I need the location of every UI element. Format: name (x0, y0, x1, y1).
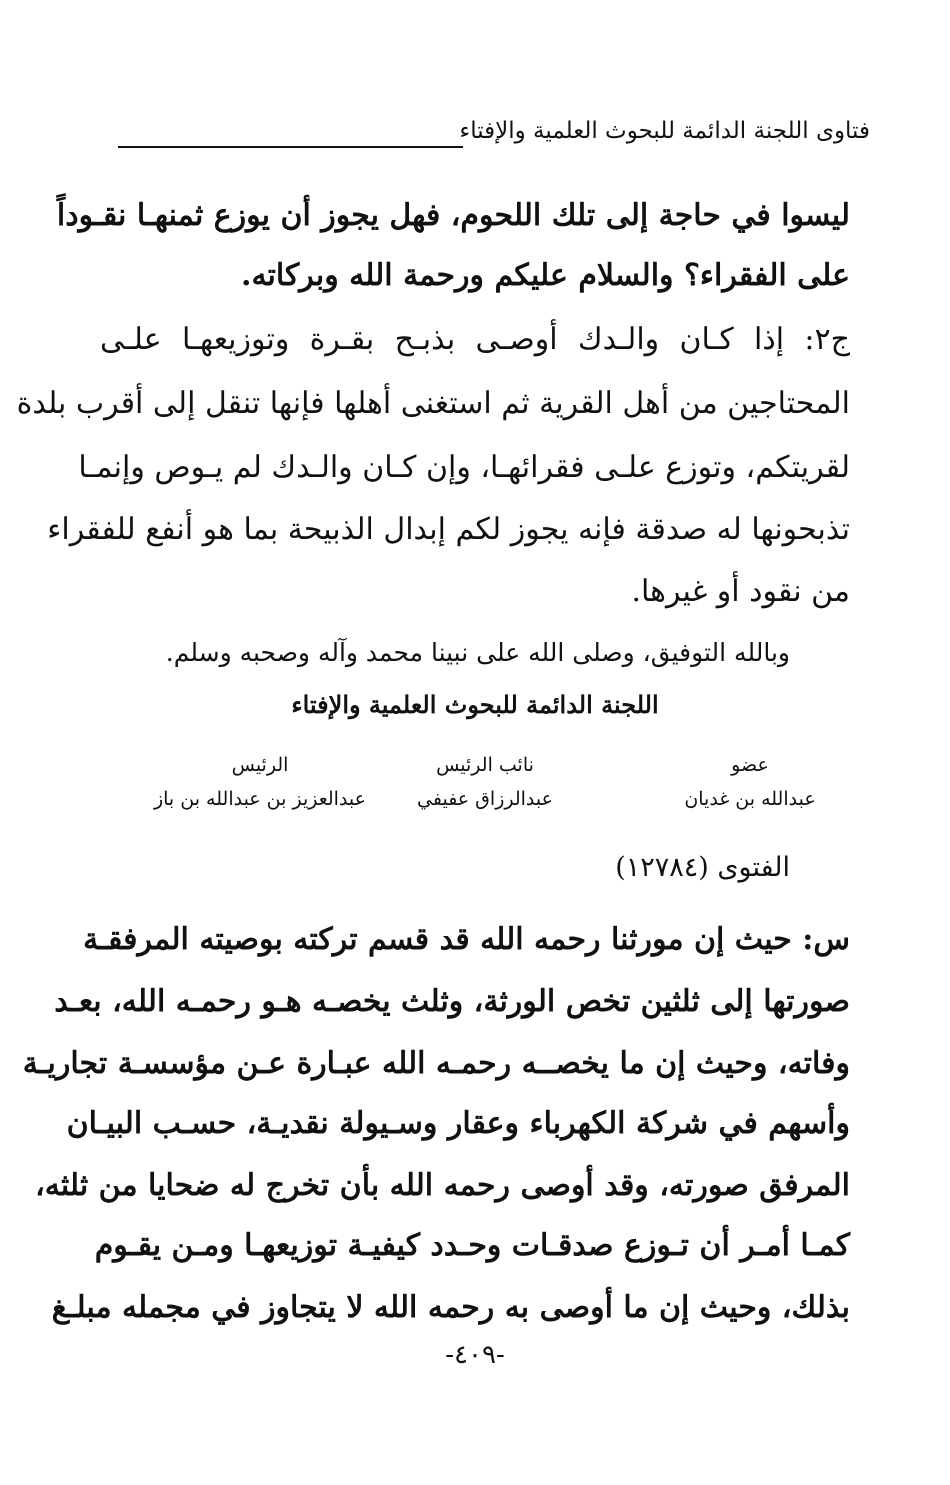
answer-line: لقريتكم، وتوزع علـى فقرائهـا، وإن كـان والـدك لم يـوص وإنمـا (78, 450, 850, 485)
question-line: وفاته، وحيث إن ما يخصــه رحمـه الله عبـارة عـن مؤسسـة تجاريـة (22, 1046, 850, 1081)
question-line: س: حيث إن مورثنا رحمه الله قد قسم تركته بوصيته المرفقـة (83, 922, 850, 957)
answer-line: من نقود أو غيرها. (631, 574, 850, 609)
answer-line: ج٢: إذا كـان والـدك أوصـى بذبـح بقـرة وتوزيعهـا علـى (100, 322, 850, 357)
signatory-role: عضو (731, 754, 769, 776)
signatory-name: عبدالله بن غديان (684, 788, 816, 810)
closing-formula: وبالله التوفيق، وصلى الله على نبينا محمد وآله وصحبه وسلم. (165, 638, 790, 667)
question-line: صورتها إلى ثلثين تخص الورثة، وثلث يخصـه هـو رحمـه الله، بعـد (54, 984, 850, 1019)
signatory-name: عبدالعزيز بن عبدالله بن باز (153, 788, 367, 810)
signatory-member (620, 754, 880, 810)
question-line: المرفق صورته، وقد أوصى رحمه الله بأن تخرج له ضحايا من ثلثه، (35, 1168, 850, 1203)
committee-name: اللجنة الدائمة للبحوث العلمية والإفتاء (291, 690, 659, 719)
question-line: بذلك، وحيث إن ما أوصى به رحمه الله لا يتجاوز في مجمله مبلـغ (51, 1290, 850, 1325)
fatwa-number: الفتوى (١٢٧٨٤) (615, 852, 790, 883)
signatory-role: نائب الرئيس (436, 754, 534, 776)
signatories (140, 754, 816, 834)
question-line: وأسهم في شركة الكهرباء وعقار وسـيولة نقديـة، حسـب البيـان (66, 1106, 850, 1141)
signatory-president (130, 754, 390, 810)
signatory-role: الرئيس (231, 754, 289, 776)
running-header (118, 118, 870, 158)
header-rule (118, 146, 463, 148)
question-line: كمـا أمـر أن تـوزع صدقـات وحـدد كيفيـة توزيعهـا ومـن يقـوم (94, 1228, 850, 1263)
question-continuation-line: على الفقراء؟ والسلام عليكم ورحمة الله وبركاته. (241, 258, 850, 293)
answer-line: تذبحونها له صدقة فإنه يجوز لكم إبدال الذبيحة بما هو أنفع للفقراء (47, 512, 850, 547)
answer-line: المحتاجين من أهل القرية ثم استغنى أهلها فإنها تنقل إلى أقرب بلدة (16, 386, 850, 421)
question-continuation-line: ليسوا في حاجة إلى تلك اللحوم، فهل يجوز أن يوزع ثمنهـا نقـوداً (56, 198, 850, 233)
signatory-name: عبدالرزاق عفيفي (417, 788, 553, 810)
page-number: -٤٠٩- (445, 1340, 505, 1370)
header-title: فتاوى اللجنة الدائمة للبحوث العلمية والإفتاء (459, 118, 870, 144)
signatory-vice-president (355, 754, 615, 810)
